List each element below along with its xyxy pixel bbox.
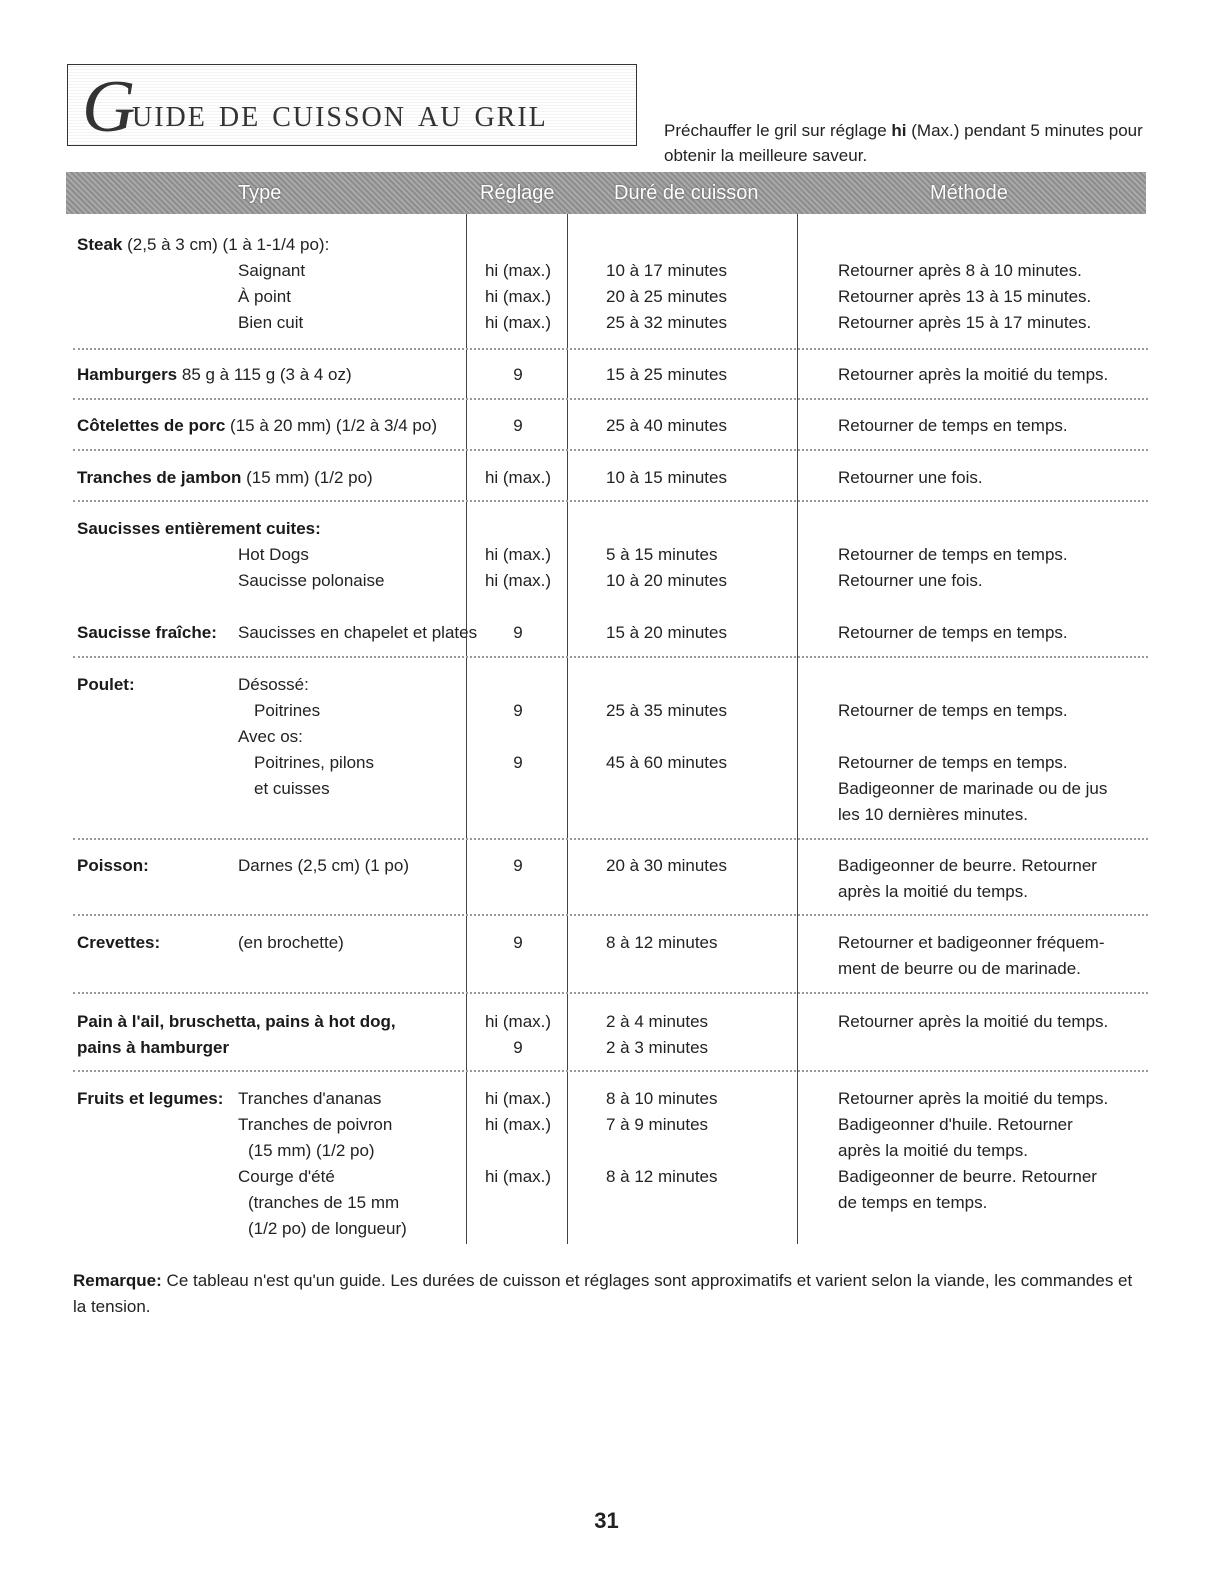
steak-time: 20 à 25 minutes <box>606 287 727 306</box>
row-separator <box>73 500 1148 502</box>
fruits-sub: Tranches de poivron <box>238 1115 393 1134</box>
row-hamburgers-type: Hamburgers 85 g à 115 g (3 à 4 oz) <box>77 365 352 384</box>
fruits-method: Badigeonner de beurre. Retourner <box>838 1167 1097 1186</box>
row-pain-type: Pain à l'ail, bruschetta, pains à hot dog, <box>77 1012 396 1031</box>
intro-bold: hi <box>891 121 907 140</box>
poisson-method: après la moitié du temps. <box>838 882 1028 901</box>
saucisses-cuites-time: 5 à 15 minutes <box>606 545 718 564</box>
intro-part-2: (Max.) pendant 5 minutes pour obtenir la meilleure saveur. <box>664 121 1143 165</box>
poisson-detail: Darnes (2,5 cm) (1 po) <box>238 856 409 875</box>
fruits-method: après la moitié du temps. <box>838 1141 1028 1160</box>
steak-setting: hi (max.) <box>484 261 552 280</box>
crevettes-setting: 9 <box>513 933 523 952</box>
poulet-setting: 9 <box>513 701 523 720</box>
steak-method: Retourner après 8 à 10 minutes. <box>838 261 1082 280</box>
crevettes-method: ment de beurre ou de marinade. <box>838 959 1081 978</box>
steak-sub: Saignant <box>238 261 306 280</box>
pain-time: 2 à 4 minutes <box>606 1012 709 1031</box>
column-header-type: Type <box>238 182 282 204</box>
hamburgers-method: Retourner après la moitié du temps. <box>838 365 1109 384</box>
poulet-method: Retourner de temps en temps. <box>838 701 1068 720</box>
row-poisson-type: Poisson: <box>77 856 149 875</box>
pain-setting: 9 <box>513 1038 523 1057</box>
column-header-setting: Réglage <box>480 182 555 204</box>
row-separator <box>73 914 1148 916</box>
poulet-sub: Avec os: <box>238 727 303 746</box>
column-header-method: Méthode <box>930 182 1008 204</box>
fruits-method: Badigeonner d'huile. Retourner <box>838 1115 1073 1134</box>
cotelettes-method: Retourner de temps en temps. <box>838 416 1068 435</box>
fruits-time: 8 à 10 minutes <box>606 1089 718 1108</box>
remark-label: Remarque: <box>73 1271 162 1290</box>
saucisses-cuites-sub: Hot Dogs <box>238 545 309 564</box>
jambon-method: Retourner une fois. <box>838 468 983 487</box>
crevettes-time: 8 à 12 minutes <box>606 933 718 952</box>
fruits-setting: hi (max.) <box>484 1115 552 1134</box>
saucisse-fraiche-time: 15 à 20 minutes <box>606 623 727 642</box>
column-divider <box>797 214 798 1244</box>
poulet-time: 25 à 35 minutes <box>606 701 727 720</box>
saucisses-cuites-setting: hi (max.) <box>484 571 552 590</box>
column-header-time: Duré de cuisson <box>614 182 759 204</box>
row-crevettes-type: Crevettes: <box>77 933 161 952</box>
poulet-setting: 9 <box>513 753 523 772</box>
row-pain-type-line2: pains à hamburger <box>77 1038 230 1057</box>
saucisses-cuites-method: Retourner une fois. <box>838 571 983 590</box>
saucisse-fraiche-detail: Saucisses en chapelet et plates <box>238 623 478 642</box>
poisson-setting: 9 <box>513 856 523 875</box>
fruits-setting: hi (max.) <box>484 1167 552 1186</box>
pain-method: Retourner après la moitié du temps. <box>838 1012 1109 1031</box>
steak-method: Retourner après 13 à 15 minutes. <box>838 287 1092 306</box>
row-saucisse-fraiche-type: Saucisse fraîche: <box>77 623 217 642</box>
poulet-sub: et cuisses <box>254 779 330 798</box>
fruits-time: 8 à 12 minutes <box>606 1167 718 1186</box>
crevettes-method: Retourner et badigeonner fréquem- <box>838 933 1105 952</box>
page-number: 31 <box>594 1508 619 1533</box>
poulet-method: Retourner de temps en temps. <box>838 753 1068 772</box>
intro-text <box>664 118 1154 168</box>
jambon-setting: hi (max.) <box>484 468 552 487</box>
jambon-time: 10 à 15 minutes <box>606 468 727 487</box>
fruits-method: Retourner après la moitié du temps. <box>838 1089 1109 1108</box>
fruits-sub: Tranches d'ananas <box>238 1089 382 1108</box>
page-title: uide de cuisson au gril <box>132 90 548 135</box>
cotelettes-setting: 9 <box>513 416 523 435</box>
steak-sub: À point <box>238 287 291 306</box>
saucisses-cuites-sub: Saucisse polonaise <box>238 571 385 590</box>
steak-setting: hi (max.) <box>484 287 552 306</box>
row-separator <box>73 1070 1148 1072</box>
row-fruits-type: Fruits et legumes: <box>77 1089 224 1108</box>
hamburgers-time: 15 à 25 minutes <box>606 365 727 384</box>
column-divider <box>466 214 467 1244</box>
remark-note <box>73 1268 1148 1320</box>
row-separator <box>73 398 1148 400</box>
poulet-sub: Poitrines, pilons <box>254 753 375 772</box>
poisson-method: Badigeonner de beurre. Retourner <box>838 856 1097 875</box>
poulet-method: Badigeonner de marinade ou de jus <box>838 779 1108 798</box>
saucisse-fraiche-method: Retourner de temps en temps. <box>838 623 1068 642</box>
table-header <box>66 172 1146 214</box>
poulet-time: 45 à 60 minutes <box>606 753 727 772</box>
poulet-sub: Poitrines <box>254 701 321 720</box>
hamburgers-setting: 9 <box>513 365 523 384</box>
cotelettes-time: 25 à 40 minutes <box>606 416 727 435</box>
fruits-setting: hi (max.) <box>484 1089 552 1108</box>
pain-time: 2 à 3 minutes <box>606 1038 709 1057</box>
saucisses-cuites-setting: hi (max.) <box>484 545 552 564</box>
saucisses-cuites-method: Retourner de temps en temps. <box>838 545 1068 564</box>
steak-time: 10 à 17 minutes <box>606 261 727 280</box>
fruits-sub: (1/2 po) de longueur) <box>248 1219 407 1238</box>
row-separator <box>73 449 1148 451</box>
poulet-sub: Désossé: <box>238 675 309 694</box>
fruits-sub: (15 mm) (1/2 po) <box>248 1141 375 1160</box>
row-cotelettes-type: Côtelettes de porc (15 à 20 mm) (1/2 à 3/4 po) <box>77 416 437 435</box>
row-separator <box>73 838 1148 840</box>
remark-text: Ce tableau n'est qu'un guide. Les durées de cuisson et réglages sont approximatifs et varient selon la viande, les commandes et la tension. <box>73 1271 1133 1316</box>
poisson-time: 20 à 30 minutes <box>606 856 727 875</box>
title-initial: G <box>82 66 136 148</box>
pain-setting: hi (max.) <box>484 1012 552 1031</box>
crevettes-detail: (en brochette) <box>238 933 344 952</box>
row-separator <box>73 348 1148 350</box>
row-saucisses-cuites-type: Saucisses entièrement cuites: <box>77 519 321 538</box>
title-box <box>67 64 637 146</box>
steak-sub: Bien cuit <box>238 313 304 332</box>
row-steak-type: Steak (2,5 à 3 cm) (1 à 1-1/4 po): <box>77 235 330 254</box>
steak-time: 25 à 32 minutes <box>606 313 727 332</box>
poulet-method: les 10 dernières minutes. <box>838 805 1028 824</box>
intro-part-1: Préchauffer le gril sur réglage <box>664 121 892 140</box>
row-jambon-type: Tranches de jambon (15 mm) (1/2 po) <box>77 468 373 487</box>
row-separator <box>73 992 1148 994</box>
steak-method: Retourner après 15 à 17 minutes. <box>838 313 1092 332</box>
steak-setting: hi (max.) <box>484 313 552 332</box>
saucisses-cuites-time: 10 à 20 minutes <box>606 571 727 590</box>
fruits-sub: (tranches de 15 mm <box>248 1193 400 1212</box>
fruits-sub: Courge d'été <box>238 1167 335 1186</box>
fruits-method: de temps en temps. <box>838 1193 988 1212</box>
fruits-time: 7 à 9 minutes <box>606 1115 709 1134</box>
row-poulet-type: Poulet: <box>77 675 135 694</box>
saucisse-fraiche-setting: 9 <box>513 623 523 642</box>
row-separator <box>73 656 1148 658</box>
